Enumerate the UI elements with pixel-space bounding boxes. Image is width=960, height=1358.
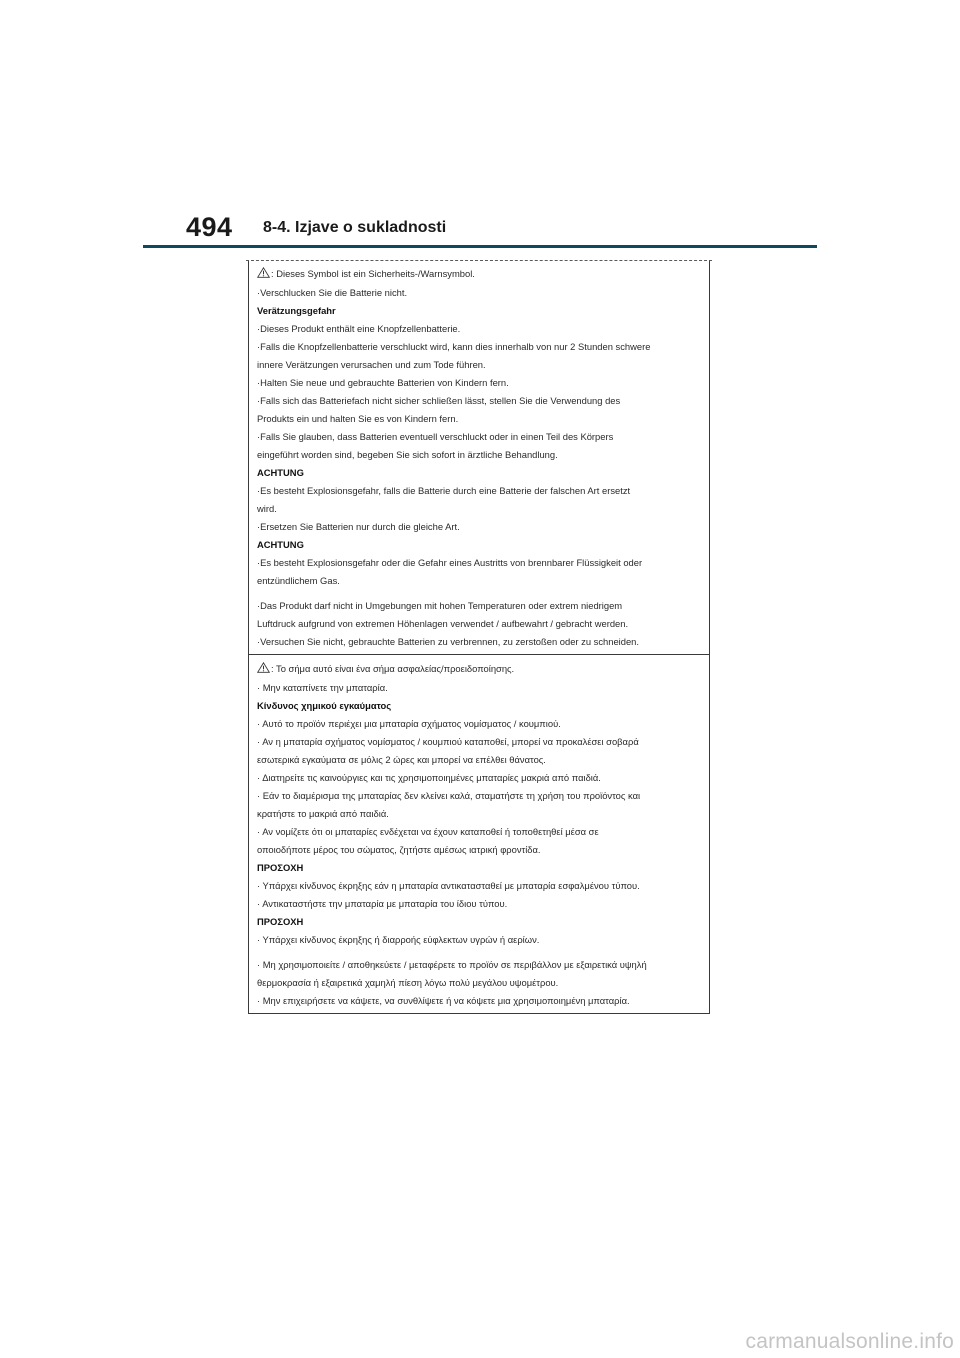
notice-line-text: · Αυτό το προϊόν περιέχει μια μπαταρία σχήματος νομίσματος / κουμπιού. xyxy=(257,718,561,729)
notice-line-text: · Μη χρησιμοποιείτε / αποθηκεύετε / μεταφέρετε το προϊόν σε περιβάλλον με εξαιρετικά υψηλή xyxy=(257,959,647,970)
notice-line xyxy=(257,392,699,410)
notice-line-text: ·Falls die Knopfzellenbatterie verschluckt wird, kann dies innerhalb von nur 2 Stunden schwere xyxy=(257,341,651,352)
notice-line xyxy=(257,356,699,374)
header-rule xyxy=(143,245,817,248)
notice-line xyxy=(257,374,699,392)
notice-line xyxy=(257,715,699,733)
notice-line xyxy=(257,974,699,992)
notice-line-text: Produkts ein und halten Sie es von Kindern fern. xyxy=(257,413,459,424)
warning-triangle-icon xyxy=(257,266,270,284)
notice-line-text: · Υπάρχει κίνδυνος έκρηξης ή διαρροής εύφλεκτων υγρών ή αερίων. xyxy=(257,934,540,945)
notice-line-text: ·Verschlucken Sie die Batterie nicht. xyxy=(257,287,408,298)
notice-line-text: : Το σήμα αυτό είναι ένα σήμα ασφαλείας/προειδοποίησης. xyxy=(271,663,515,674)
notice-heading xyxy=(257,859,699,877)
notice-line xyxy=(257,877,699,895)
notice-line-text: ·Das Produkt darf nicht in Umgebungen mit hohen Temperaturen oder extrem niedrigem xyxy=(257,600,623,611)
notice-line xyxy=(257,805,699,823)
notice-line xyxy=(257,338,699,356)
notice-line xyxy=(257,428,699,446)
notice-heading xyxy=(257,697,699,715)
notice-line xyxy=(257,518,699,536)
warning-triangle-icon xyxy=(257,661,270,679)
notice-line-text: Κίνδυνος χημικού εγκαύματος xyxy=(257,700,392,711)
notice-line-text: ·Falls sich das Batteriefach nicht sicher schließen lässt, stellen Sie die Verwendung des xyxy=(257,395,621,406)
notice-line xyxy=(257,265,699,284)
notice-line-text: eingeführt worden sind, begeben Sie sich sofort in ärztliche Behandlung. xyxy=(257,449,558,460)
notice-line xyxy=(257,751,699,769)
notice-heading xyxy=(257,536,699,554)
notice-heading xyxy=(257,464,699,482)
notice-line xyxy=(257,284,699,302)
notice-line-text: · Μην καταπίνετε την μπαταρία. xyxy=(257,682,388,693)
notice-line-text: θερμοκρασία ή εξαιρετικά χαμηλή πίεση λόγω πολύ μεγάλου υψομέτρου. xyxy=(257,977,559,988)
notice-line xyxy=(257,956,699,974)
notice-line xyxy=(257,660,699,679)
notice-line-text: · Αν η μπαταρία σχήματος νομίσματος / κουμπιού καταποθεί, μπορεί να προκαλέσει σοβαρά xyxy=(257,736,639,747)
notice-line xyxy=(257,823,699,841)
notice-line xyxy=(257,572,699,590)
notice-line-text: ·Es besteht Explosionsgefahr oder die Gefahr eines Austritts von brennbarer Flüssigkeit oder xyxy=(257,557,643,568)
watermark: carmanualsonline.info xyxy=(745,1330,954,1353)
notice-section-de xyxy=(249,260,709,654)
notice-line xyxy=(257,841,699,859)
notice-line xyxy=(257,482,699,500)
notice-line-text: ΠΡΟΣΟΧΗ xyxy=(257,862,304,873)
notice-line xyxy=(257,500,699,518)
notice-line-text: οποιοδήποτε μέρος του σώματος, ζητήστε αμέσως ιατρική φροντίδα. xyxy=(257,844,541,855)
notice-line xyxy=(257,615,699,633)
notice-line xyxy=(257,769,699,787)
notice-line-text: : Dieses Symbol ist ein Sicherheits-/Warnsymbol. xyxy=(271,268,475,279)
notice-line-text: · Μην επιχειρήσετε να κάψετε, να συνθλίψετε ή να κόψετε μια χρησιμοποιημένη μπαταρία. xyxy=(257,995,630,1006)
page-number: 494 xyxy=(186,212,233,242)
notice-line-text: ·Dieses Produkt enthält eine Knopfzellenbatterie. xyxy=(257,323,461,334)
notice-line-text: · Διατηρείτε τις καινούργιες και τις χρησιμοποιημένες μπαταρίες μακριά από παιδιά. xyxy=(257,772,601,783)
notice-line-text: ·Ersetzen Sie Batterien nur durch die gleiche Art. xyxy=(257,521,460,532)
notice-line-text: ·Es besteht Explosionsgefahr, falls die Batterie durch eine Batterie der falschen Art ersetzt xyxy=(257,485,631,496)
notice-line xyxy=(257,733,699,751)
notice-line-text: κρατήστε το μακριά από παιδιά. xyxy=(257,808,389,819)
notice-line-text: · Εάν το διαμέρισμα της μπαταρίας δεν κλείνει καλά, σταματήστε τη χρήση του προϊόντος και xyxy=(257,790,641,801)
notice-line xyxy=(257,446,699,464)
notice-line xyxy=(257,931,699,949)
notice-line xyxy=(257,895,699,913)
notice-line-text: · Υπάρχει κίνδυνος έκρηξης εάν η μπαταρία αντικατασταθεί με μπαταρία εσφαλμένου τύπου. xyxy=(257,880,640,891)
notice-line xyxy=(257,320,699,338)
notice-line-text: · Αντικαταστήστε την μπαταρία με μπαταρία του ίδιου τύπου. xyxy=(257,898,508,909)
notice-line-text: εσωτερικά εγκαύματα σε μόλις 2 ώρες και μπορεί να επέλθει θάνατος. xyxy=(257,754,546,765)
notice-line xyxy=(257,679,699,697)
notice-line-text: · Αν νομίζετε ότι οι μπαταρίες ενδέχεται να έχουν καταποθεί ή τοποθετηθεί μέσα σε xyxy=(257,826,599,837)
notice-line xyxy=(257,554,699,572)
notice-line-text: entzündlichem Gas. xyxy=(257,575,340,586)
notice-line-text: ΠΡΟΣΟΧΗ xyxy=(257,916,304,927)
notice-line-text: innere Verätzungen verursachen und zum Tode führen. xyxy=(257,359,486,370)
notice-line-text: ACHTUNG xyxy=(257,467,304,478)
notice-line-text: Verätzungsgefahr xyxy=(257,305,336,316)
notice-section-el xyxy=(249,654,709,1013)
notice-line-text: wird. xyxy=(257,503,277,514)
notice-line xyxy=(257,633,699,651)
notice-heading xyxy=(257,302,699,320)
notice-line-text: ACHTUNG xyxy=(257,539,304,550)
notice-line-text: ·Versuchen Sie nicht, gebrauchte Batterien zu verbrennen, zu zerstoßen oder zu schneiden. xyxy=(257,636,639,647)
battery-safety-notice xyxy=(248,260,710,1014)
notice-heading xyxy=(257,913,699,931)
notice-line xyxy=(257,410,699,428)
notice-line-text: ·Halten Sie neue und gebrauchte Batterien von Kindern fern. xyxy=(257,377,509,388)
notice-line xyxy=(257,597,699,615)
section-title: 8-4. Izjave o sukladnosti xyxy=(263,219,447,236)
notice-line xyxy=(257,787,699,805)
notice-line-text: ·Falls Sie glauben, dass Batterien eventuell verschluckt oder in einen Teil des Körpers xyxy=(257,431,614,442)
notice-line-text: Luftdruck aufgrund von extremen Höhenlagen verwendet / aufbewahrt / gebracht werden. xyxy=(257,618,629,629)
notice-line xyxy=(257,992,699,1010)
